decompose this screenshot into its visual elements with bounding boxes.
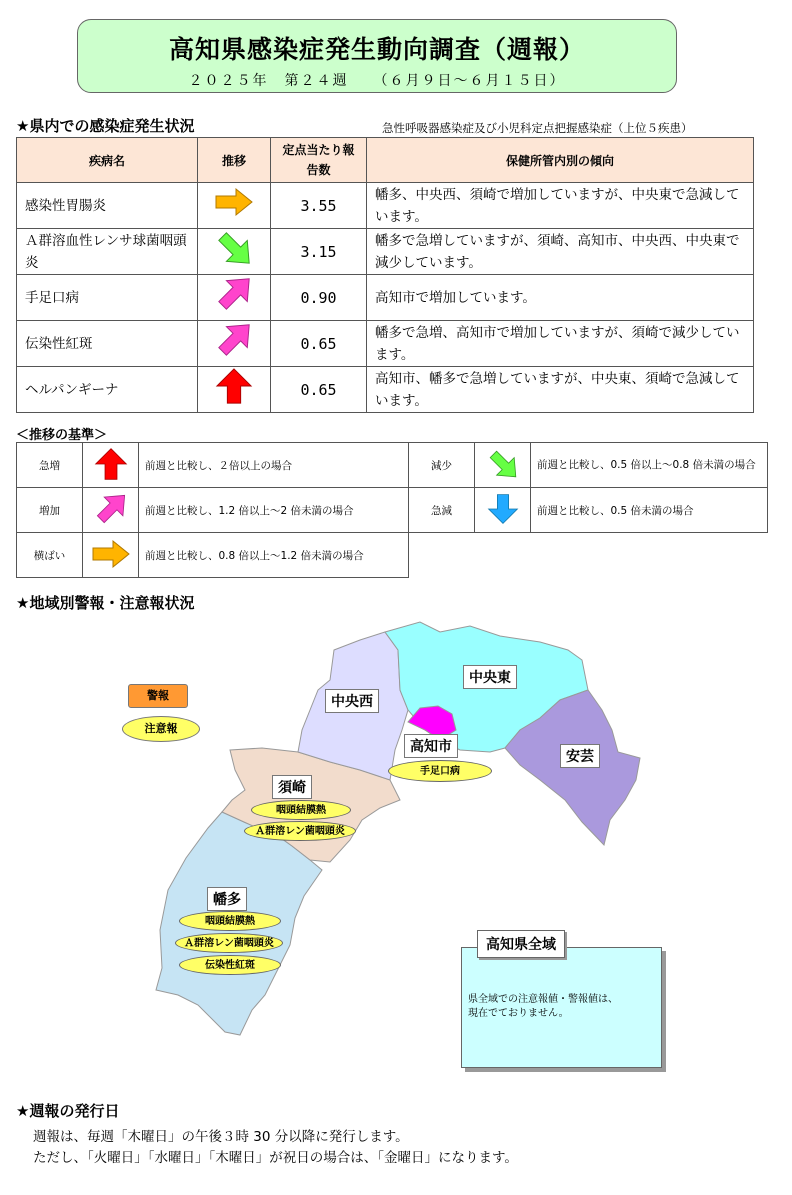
arrow-right-icon: [214, 187, 254, 217]
arrow-up-icon: [94, 447, 128, 481]
header-trend: 推移: [198, 138, 271, 183]
arrow-down-right-icon: [215, 229, 253, 267]
header-rate: 定点当たり報告数: [271, 138, 367, 183]
table-header-row: [17, 138, 754, 183]
criteria-label-yokobai: 横ばい: [17, 533, 83, 578]
criteria-table: [16, 442, 768, 578]
tendency-text: 幡多、中央西、須崎で増加していますが、中央東で急減しています。: [367, 183, 754, 229]
prefecture-box: [461, 937, 662, 1068]
criteria-label-zoka: 増加: [17, 488, 83, 533]
disease-table: [16, 137, 754, 413]
region-label-aki: 安芸: [560, 744, 600, 768]
table-row: [17, 367, 754, 413]
disease-name: 伝染性紅斑: [17, 321, 198, 367]
region-label-hata: 幡多: [207, 887, 247, 911]
rate-value: 3.55: [271, 183, 367, 229]
arrow-up-right-icon: [94, 492, 128, 526]
trend-cell: [198, 183, 271, 229]
region-label-chuoseki: 中央西: [325, 689, 379, 713]
arrow-up-icon: [215, 367, 253, 405]
table-row: [17, 275, 754, 321]
rate-value: 0.65: [271, 367, 367, 413]
region-label-susaki: 須崎: [272, 775, 312, 799]
arrow-down-right-icon: [487, 448, 519, 480]
table-row: [17, 183, 754, 229]
trend-cell: [198, 321, 271, 367]
prefecture-box-text: 県全域での注意報値・警報値は、 現在でておりません。: [468, 994, 618, 1019]
tendency-text: 高知市、幡多で急増していますが、中央東、須崎で急減しています。: [367, 367, 754, 413]
section-title-outbreak: ★県内での感染症発生状況: [16, 117, 195, 135]
alert-hata-1: 咽頭結膜熱: [179, 911, 281, 931]
alert-kochishi-1: 手足口病: [388, 760, 492, 782]
arrow-down-icon: [487, 493, 519, 525]
section-title-regional: ★地域別警報・注意報状況: [16, 594, 195, 612]
report-period: ２０２５年 第２４週 （６月９日～６月１５日）: [188, 73, 566, 89]
tendency-text: 幡多で急増、高知市で増加していますが、須崎で減少しています。: [367, 321, 754, 367]
arrow-right-icon: [91, 539, 131, 569]
table-row: [17, 229, 754, 275]
alert-susaki-1: 咽頭結膜熱: [251, 800, 351, 820]
trend-cell: [198, 275, 271, 321]
prefecture-box-title: 高知県全域: [477, 930, 565, 958]
region-label-chuotou: 中央東: [463, 665, 517, 689]
criteria-desc-genshou: 前週と比較し、0.5 倍以上～0.8 倍未満の場合: [531, 443, 768, 488]
disease-name: 手足口病: [17, 275, 198, 321]
report-header: [77, 19, 677, 93]
disease-name: Ａ群溶血性レンサ球菌咽頭炎: [17, 229, 198, 275]
tendency-text: 幡多で急増していますが、須崎、高知市、中央西、中央東で減少しています。: [367, 229, 754, 275]
legend-chuuihou: 注意報: [122, 716, 200, 742]
disease-name: 感染性胃腸炎: [17, 183, 198, 229]
criteria-title: ＜推移の基準＞: [16, 428, 108, 443]
rate-value: 0.90: [271, 275, 367, 321]
rate-value: 3.15: [271, 229, 367, 275]
table-note: 急性呼吸器感染症及び小児科定点把握感染症（上位５疾患）: [382, 121, 693, 135]
kochi-map: [0, 615, 792, 1085]
tendency-text: 高知市で増加しています。: [367, 275, 754, 321]
criteria-label-kyuzo: 急増: [17, 443, 83, 488]
alert-hata-3: 伝染性紅斑: [179, 955, 281, 975]
header-disease: 疾病名: [17, 138, 198, 183]
footer-line-1: 週報は、毎週「木曜日」の午後３時 30 分以降に発行します。: [33, 1129, 409, 1145]
region-label-kochishi: 高知市: [404, 734, 458, 758]
rate-value: 0.65: [271, 321, 367, 367]
table-row: [17, 321, 754, 367]
criteria-desc-yokobai: 前週と比較し、0.8 倍以上～1.2 倍未満の場合: [139, 533, 409, 578]
report-title: 高知県感染症発生動向調査（週報）: [168, 35, 585, 64]
header-tendency: 保健所管内別の傾向: [367, 138, 754, 183]
disease-name: ヘルパンギーナ: [17, 367, 198, 413]
trend-cell: [198, 229, 271, 275]
footer-title: ★週報の発行日: [16, 1102, 120, 1120]
criteria-desc-kyuzo: 前週と比較し、２倍以上の場合: [139, 443, 409, 488]
arrow-up-right-icon: [215, 275, 253, 313]
criteria-desc-kyugen: 前週と比較し、0.5 倍未満の場合: [531, 488, 768, 533]
criteria-desc-zoka: 前週と比較し、1.2 倍以上～2 倍未満の場合: [139, 488, 409, 533]
criteria-label-genshou: 減少: [409, 443, 475, 488]
alert-susaki-2: Ａ群溶レン菌咽頭炎: [244, 821, 356, 841]
legend-keihou: 警報: [128, 684, 188, 708]
arrow-up-right-icon: [215, 321, 253, 359]
alert-hata-2: Ａ群溶レン菌咽頭炎: [175, 933, 283, 953]
trend-cell: [198, 367, 271, 413]
footer-line-2: ただし、「火曜日」「水曜日」「木曜日」が祝日の場合は、「金曜日」になります。: [33, 1150, 518, 1166]
criteria-label-kyugen: 急減: [409, 488, 475, 533]
